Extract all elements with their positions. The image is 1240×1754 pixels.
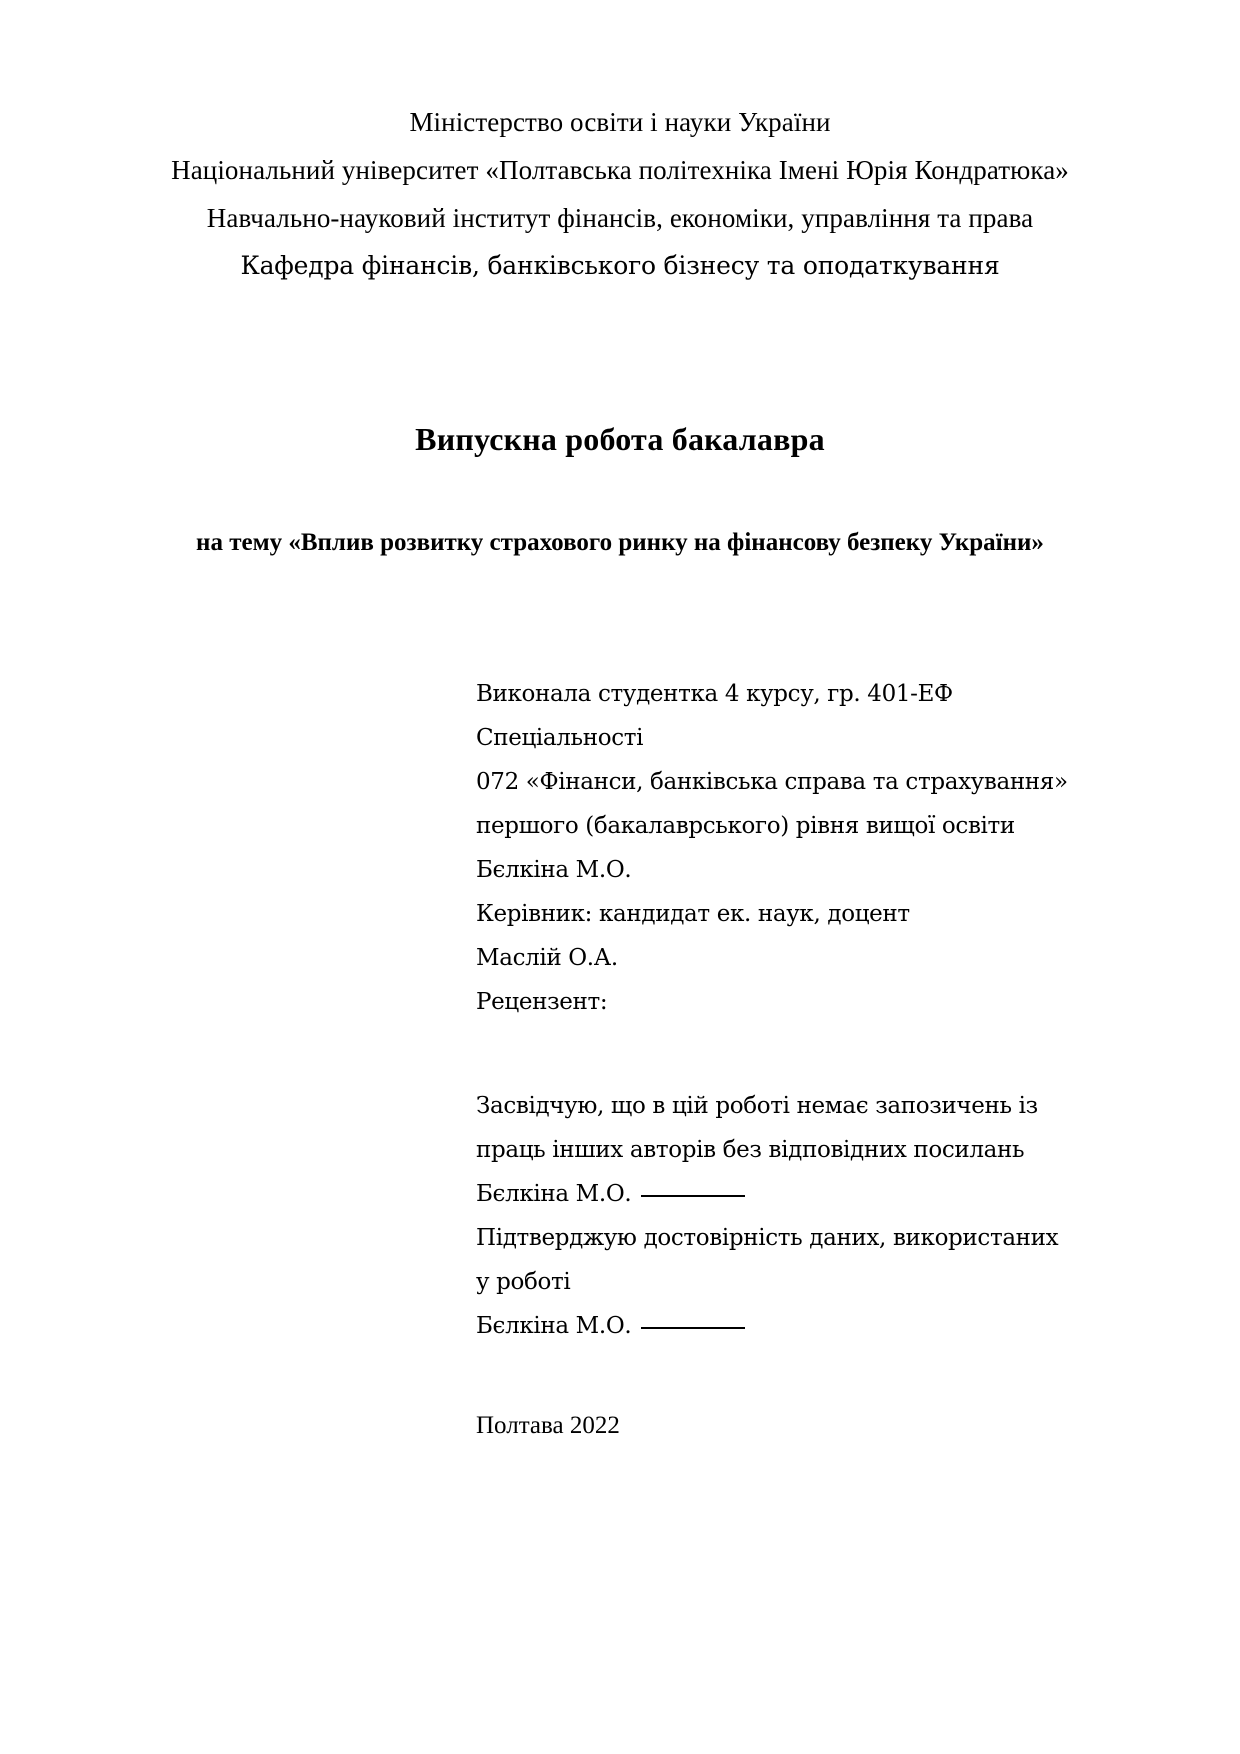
supervisor-label-line: Керівник: кандидат ек. наук, доцент — [476, 901, 910, 927]
signature-rule-accuracy — [641, 1327, 745, 1329]
page-title: Випускна робота бакалавра — [415, 421, 825, 457]
speciality-label-line: Спеціальності — [476, 725, 644, 751]
accuracy-statement-line-1: Підтверджую достовірність даних, використаних — [476, 1225, 1059, 1251]
accuracy-signer-name: Бєлкіна М.О. — [476, 1313, 632, 1339]
originality-signature-row — [476, 1172, 1076, 1216]
signature-rule-originality — [641, 1195, 745, 1197]
accuracy-signature-row — [476, 1304, 1076, 1348]
student-name-line: Бєлкіна М.О. — [476, 857, 632, 883]
declaration-block — [476, 1084, 1076, 1348]
place-and-year: Полтава 2022 — [476, 1412, 620, 1439]
performed-by-line: Виконала студентка 4 курсу, гр. 401-ЕФ — [476, 681, 953, 707]
accuracy-statement-line-2: у роботі — [476, 1269, 571, 1295]
authorship-block — [476, 672, 1076, 1024]
institution-header — [0, 98, 1240, 290]
reviewer-label-line: Рецензент: — [476, 989, 608, 1015]
university-line: Національний університет «Полтавська політехніка Імені Юрія Кондратюка» — [171, 155, 1069, 185]
degree-level-line: першого (бакалаврського) рівня вищої освіти — [476, 813, 1015, 839]
page-subtitle: на тему «Вплив розвитку страхового ринку на фінансову безпеку України» — [196, 529, 1044, 556]
originality-statement-line-1: Засвідчую, що в цій роботі немає запозичень із — [476, 1093, 1038, 1119]
department-line: Кафедра фінансів, банківського бізнесу та оподаткування — [240, 251, 1000, 280]
institute-line: Навчально-науковий інститут фінансів, економіки, управління та права — [206, 203, 1034, 233]
speciality-code-line: 072 «Фінанси, банківська справа та страхування» — [476, 769, 1068, 795]
originality-signer-name: Бєлкіна М.О. — [476, 1181, 632, 1207]
ministry-line: Міністерство освіти і науки України — [409, 107, 831, 137]
originality-statement-line-2: праць інших авторів без відповідних посилань — [476, 1137, 1025, 1163]
supervisor-name-line: Маслій О.А. — [476, 945, 618, 971]
